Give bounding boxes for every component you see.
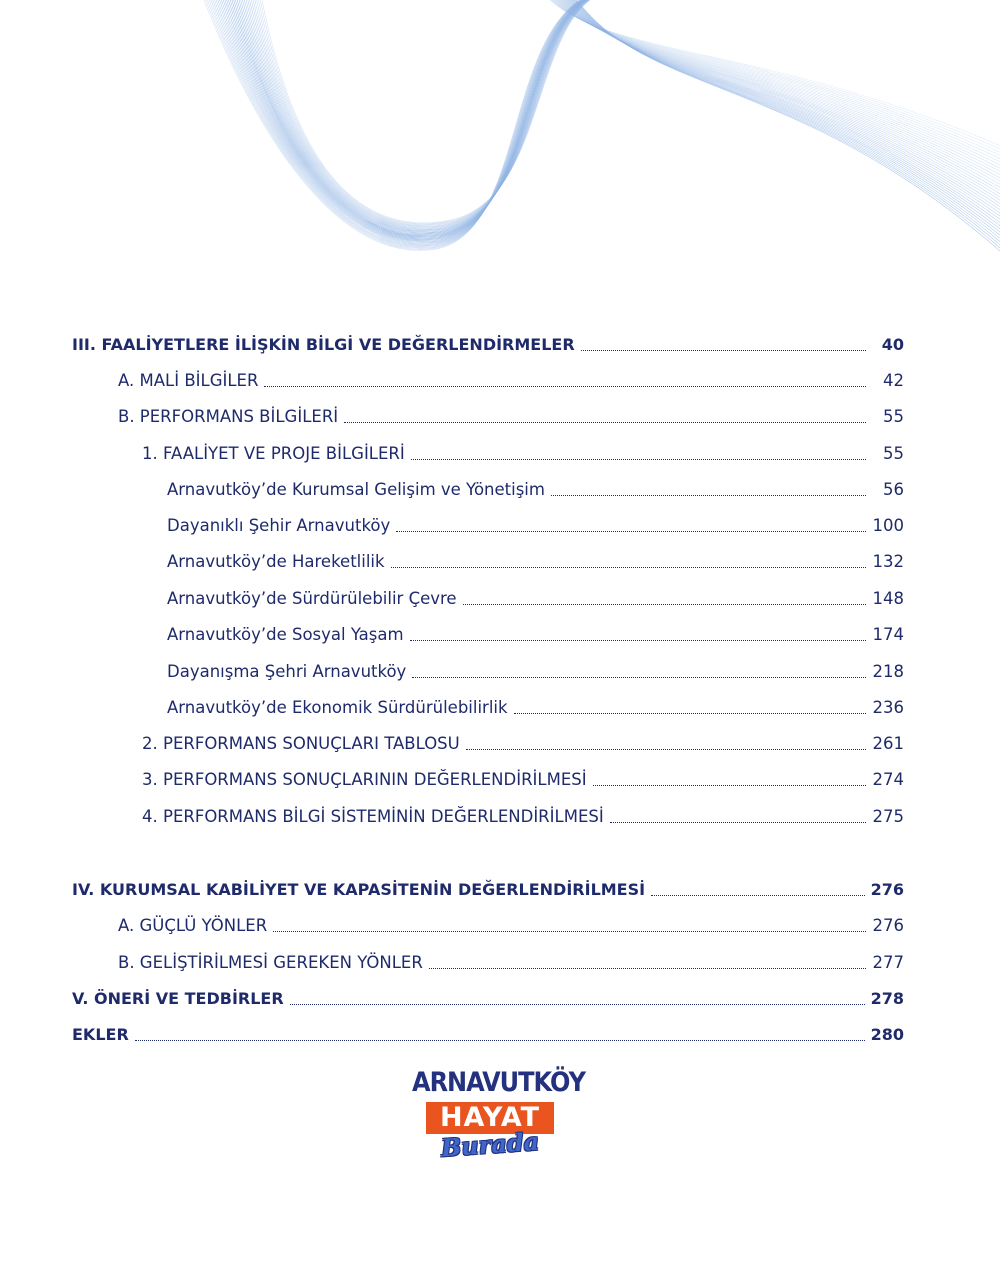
toc-entry-ekonomik-surdurulebilirlik[interactable] [72, 689, 904, 719]
logo-line-arnavutkoy: ARNAVUTKÖY [412, 1066, 585, 1098]
toc-entry-title: Arnavutköy’de Ekonomik Sürdürülebilirlik [167, 698, 508, 717]
toc-entry-page: 100 [872, 516, 904, 535]
toc-entry-page: 174 [872, 625, 904, 644]
toc-entry-title: 4. PERFORMANS BİLGİ SİSTEMİNİN DEĞERLENDİRİLMESİ [142, 807, 604, 826]
toc-entry-page: 56 [883, 480, 904, 499]
toc-entry-title: EKLER [72, 1025, 129, 1044]
toc-entry-title: 2. PERFORMANS SONUÇLARI TABLOSU [142, 734, 460, 753]
toc-dot-leader [581, 350, 866, 351]
toc-entry-faaliyet-proje[interactable] [72, 435, 904, 465]
toc-entry-title: V. ÖNERİ VE TEDBİRLER [72, 989, 284, 1008]
toc-dot-leader [651, 895, 865, 896]
toc-dot-leader [273, 931, 866, 932]
toc-entry-dayanikli-sehir[interactable] [72, 507, 904, 537]
toc-entry-performans-sonuclari-tablosu[interactable] [72, 725, 904, 755]
logo-line-burada: Burada [439, 1126, 541, 1163]
toc-entry-page: 278 [870, 989, 904, 1008]
toc-entry-sosyal-yasam[interactable] [72, 616, 904, 646]
toc-entry-page: 276 [872, 916, 904, 935]
toc-entry-title: III. FAALİYETLERE İLİŞKİN BİLGİ VE DEĞERLENDİRMELER [72, 335, 575, 354]
arnavutkoy-hayat-burada-logo [412, 1066, 585, 1168]
toc-entry-dayanisma-sehri[interactable] [72, 653, 904, 683]
toc-entry-title: A. MALİ BİLGİLER [118, 371, 259, 390]
toc-entry-title: B. GELİŞTİRİLMESİ GEREKEN YÖNLER [118, 953, 423, 972]
toc-entry-title: A. GÜÇLÜ YÖNLER [118, 916, 268, 935]
toc-entry-performans-bilgi-sistemi[interactable] [72, 798, 904, 828]
toc-entry-page: 275 [872, 807, 904, 826]
toc-dot-leader [396, 531, 866, 532]
toc-dot-leader [412, 677, 866, 678]
logo-line-hayat: HAYAT [426, 1102, 554, 1134]
toc-dot-leader [391, 567, 866, 568]
toc-entry-title: Arnavutköy’de Hareketlilik [167, 552, 385, 571]
toc-entry-page: 40 [881, 335, 904, 354]
toc-entry-kurumsal-gelisim[interactable] [72, 471, 904, 501]
toc-entry-page: 55 [883, 407, 904, 426]
toc-entry-title: Dayanıklı Şehir Arnavutköy [167, 516, 391, 535]
toc-entry-hareketlilik[interactable] [72, 543, 904, 573]
toc-entry-title: Dayanışma Şehri Arnavutköy [167, 662, 407, 681]
toc-entry-mali-bilgiler[interactable] [72, 362, 904, 392]
toc-entry-title: B. PERFORMANS BİLGİLERİ [118, 407, 339, 426]
toc-entry-page: 276 [870, 880, 904, 899]
toc-dot-leader [411, 459, 866, 460]
toc-entry-page: 148 [872, 589, 904, 608]
toc-entry-page: 277 [872, 953, 904, 972]
toc-entry-page: 274 [872, 770, 904, 789]
toc-entry-title: 3. PERFORMANS SONUÇLARININ DEĞERLENDİRİLMESİ [142, 770, 587, 789]
toc-dot-leader [551, 495, 866, 496]
toc-entry-gelistirilmesi-gereken-yonler[interactable] [72, 944, 904, 974]
toc-entry-page: 132 [872, 552, 904, 571]
toc-dot-leader [290, 1004, 865, 1005]
toc-dot-leader [466, 749, 866, 750]
toc-dot-leader [410, 640, 866, 641]
toc-entry-performans-sonuclari-degerlendirme[interactable] [72, 761, 904, 791]
toc-dot-leader [264, 386, 866, 387]
toc-entry-ekler[interactable] [72, 1016, 904, 1046]
toc-entry-title: Arnavutköy’de Kurumsal Gelişim ve Yönetişim [167, 480, 545, 499]
toc-dot-leader [610, 822, 866, 823]
toc-entry-page: 236 [872, 698, 904, 717]
toc-dot-leader [514, 713, 866, 714]
toc-dot-leader [135, 1040, 865, 1041]
toc-entry-title: Arnavutköy’de Sosyal Yaşam [167, 625, 404, 644]
toc-dot-leader [344, 422, 866, 423]
toc-entry-page: 280 [870, 1025, 904, 1044]
toc-entry-page: 261 [872, 734, 904, 753]
toc-dot-leader [429, 968, 866, 969]
toc-entry-performans-bilgileri[interactable] [72, 398, 904, 428]
toc-entry-section-iii[interactable] [72, 326, 904, 356]
toc-entry-page: 218 [872, 662, 904, 681]
toc-entry-surdurulebilir-cevre[interactable] [72, 580, 904, 610]
toc-dot-leader [593, 785, 866, 786]
toc-entry-title: 1. FAALİYET VE PROJE BİLGİLERİ [142, 444, 405, 463]
decorative-wave-graphic [0, 0, 1000, 290]
toc-entry-page: 55 [883, 444, 904, 463]
toc-entry-page: 42 [883, 371, 904, 390]
toc-entry-guclu-yonler[interactable] [72, 907, 904, 937]
toc-dot-leader [463, 604, 866, 605]
toc-entry-title: Arnavutköy’de Sürdürülebilir Çevre [167, 589, 457, 608]
toc-entry-title: IV. KURUMSAL KABİLİYET VE KAPASİTENİN DEĞERLENDİRİLMESİ [72, 880, 646, 899]
toc-entry-section-v[interactable] [72, 980, 904, 1010]
toc-entry-section-iv[interactable] [72, 871, 904, 901]
